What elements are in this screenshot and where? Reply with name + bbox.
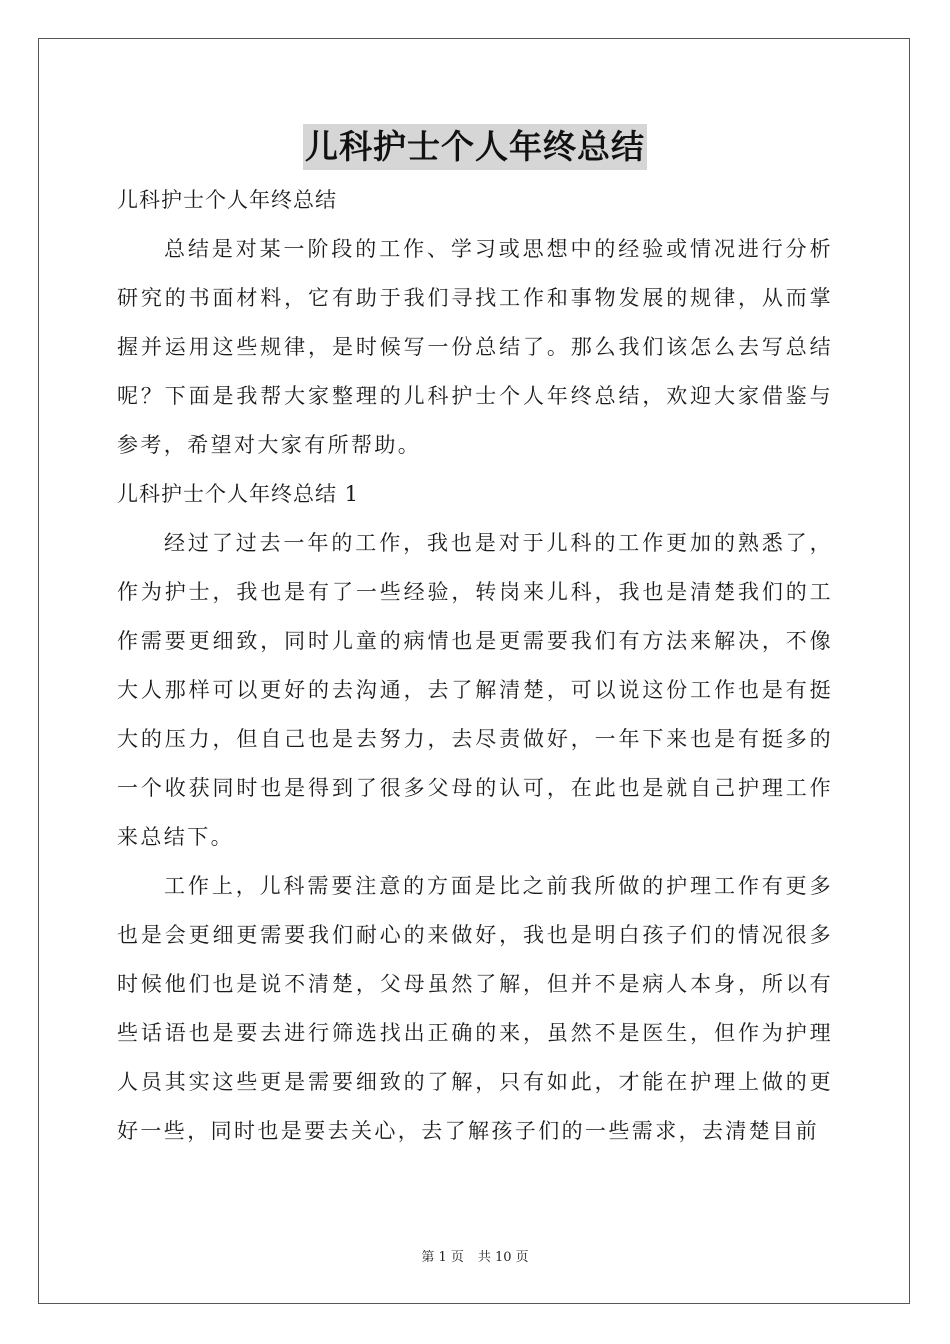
- body-paragraph: 经过了过去一年的工作，我也是对于儿科的工作更加的熟悉了，作为护士，我也是有了一些经验，转岗来儿科，我也是清楚我们的工作需要更细致，同时儿童的病情也是更需要我们有方法来解决，不像大人那样可以更好的去沟通，去了解清楚，可以说这份工作也是有挺大的压力，但自己也是去努力，去尽责做好，一年下来也是有挺多的一个收获同时也是得到了很多父母的认可，在此也是就自己护理工作来总结下。: [117, 531, 833, 849]
- body-paragraph: 工作上，儿科需要注意的方面是比之前我所做的护理工作有更多也是会更细更需要我们耐心的来做好，我也是明白孩子们的情况很多时候他们也是说不清楚，父母虽然了解，但并不是病人本身，所以有些话语也是要去进行筛选找出正确的来，虽然不是医生，但作为护理人员其实这些更是需要细致的了解，只有如此，才能在护理上做的更好一些，同时也是要去关心，去了解孩子们的一些需求，去清楚目前: [117, 874, 833, 1143]
- body-paragraph: 总结是对某一阶段的工作、学习或思想中的经验或情况进行分析研究的书面材料，它有助于我们寻找工作和事物发展的规律，从而掌握并运用这些规律，是时候写一份总结了。那么我们该怎么去写总结呢？下面是我帮大家整理的儿科护士个人年终总结，欢迎大家借鉴与参考，希望对大家有所帮助。: [117, 237, 833, 457]
- document-title: [0, 124, 950, 170]
- page-number: 第 1 页: [421, 1250, 464, 1265]
- page-footer: [0, 1246, 950, 1265]
- document-body: [117, 176, 833, 1156]
- page-total: 共 10 页: [477, 1250, 529, 1265]
- section-heading: 儿科护士个人年终总结: [117, 188, 337, 212]
- section-heading: 儿科护士个人年终总结 1: [117, 482, 360, 506]
- document-title-text: 儿科护士个人年终总结: [303, 124, 647, 170]
